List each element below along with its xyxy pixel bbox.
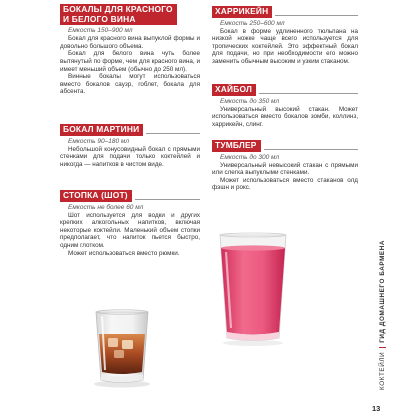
capacity-label: Емкость до 300 мл	[220, 153, 280, 161]
title-line-1: БОКАЛЫ ДЛЯ КРАСНОГО	[63, 4, 173, 14]
capacity-label: Емкость 90–180 мл	[68, 137, 129, 145]
capacity-label: Емкость не более 60 мл	[68, 203, 144, 211]
section-title-tumbler: ТУМБЛЕР	[212, 140, 261, 152]
paragraph: Бокал в форме удлиненного тюльпана на низкой ножке чаще всего используется для тропических коктейлей. Это эффектный бокал для подачи, но при необходимости его можно заменить обычным высоким и узким стаканом.	[212, 27, 358, 65]
running-header-section: КОКТЕЙЛИ	[379, 351, 386, 390]
section-tumbler-glass	[212, 140, 358, 192]
title-row	[60, 124, 200, 136]
section-title-martini: БОКАЛ МАРТИНИ	[60, 124, 143, 136]
running-header-book: ГИД ДОМАШНЕГО БАРМЕНА	[379, 239, 386, 343]
paragraph: Винные бокалы могут использоваться вместо бокалов саузр, гоблет, бокала для абсента.	[60, 73, 200, 96]
section-hurricane-glass	[212, 6, 358, 66]
running-header-divider	[379, 347, 386, 348]
section-wine-glasses	[60, 4, 200, 96]
title-rule	[259, 93, 358, 94]
drink-surface	[221, 245, 285, 250]
paragraph: Бокал для белого вина чуть более вытянутый по форме, чем для красного вина, и имеет меньший объем (обычно до 250 мл).	[60, 50, 200, 73]
vertical-running-header	[380, 160, 392, 390]
paragraph: Универсальный невысокий стакан с прямыми или слегка выпуклыми стенками.	[212, 161, 358, 177]
paragraph: Небольшой конусовидный бокал с прямыми стенками для подачи только коктейлей и никогда — напитков в чистом виде.	[60, 145, 200, 168]
section-title-wine-glasses	[60, 4, 177, 25]
title-row	[212, 140, 358, 152]
section-title-hurricane: ХАРРИКЕЙН	[212, 6, 272, 18]
title-row	[60, 190, 200, 202]
paragraph: Универсальный высокий стакан. Может использоваться вместо бокалов зомби, коллинз, харрикейн, слинг.	[212, 105, 358, 128]
title-rule	[135, 199, 200, 200]
paragraph: Бокал для красного вина выпуклой формы и довольно большого объема.	[60, 35, 200, 50]
section-title-shot: СТОПКА (ШОТ)	[60, 190, 132, 202]
shot-glass-illustration	[88, 308, 156, 388]
ice-cube	[122, 340, 133, 349]
paragraph: Может использоваться вместо стаканов олд фэшн и рокс.	[212, 176, 358, 192]
page-number: 13	[372, 404, 381, 413]
ice-cube	[114, 350, 124, 358]
capacity-label: Емкость до 350 мл	[220, 97, 280, 105]
paragraph: Может использоваться вместо рюмки.	[68, 249, 180, 257]
capacity-label: Емкость 250–600 мл	[220, 19, 285, 27]
title-rule	[146, 133, 200, 134]
running-header-text	[379, 240, 386, 390]
title-line-2: И БЕЛОГО ВИНА	[63, 13, 136, 24]
ice-cube	[108, 338, 118, 347]
title-rule	[264, 149, 358, 150]
title-row	[212, 84, 358, 96]
section-highball-glass	[212, 84, 358, 128]
paragraph: Шот используется для водки и других крепких алкогольных напитков, включая некоторые коктейли. Маленький объем стопки предполагает, что напиток пьется быстро, одним глотком.	[60, 211, 200, 249]
section-shot-glass	[60, 190, 200, 257]
title-rule	[275, 15, 358, 16]
section-title-highball: ХАЙБОЛ	[212, 84, 256, 96]
capacity-label: Емкость 150–900 мл	[68, 27, 133, 35]
section-martini-glass	[60, 124, 200, 168]
title-row	[212, 6, 358, 18]
highball-glass-illustration	[216, 232, 290, 346]
